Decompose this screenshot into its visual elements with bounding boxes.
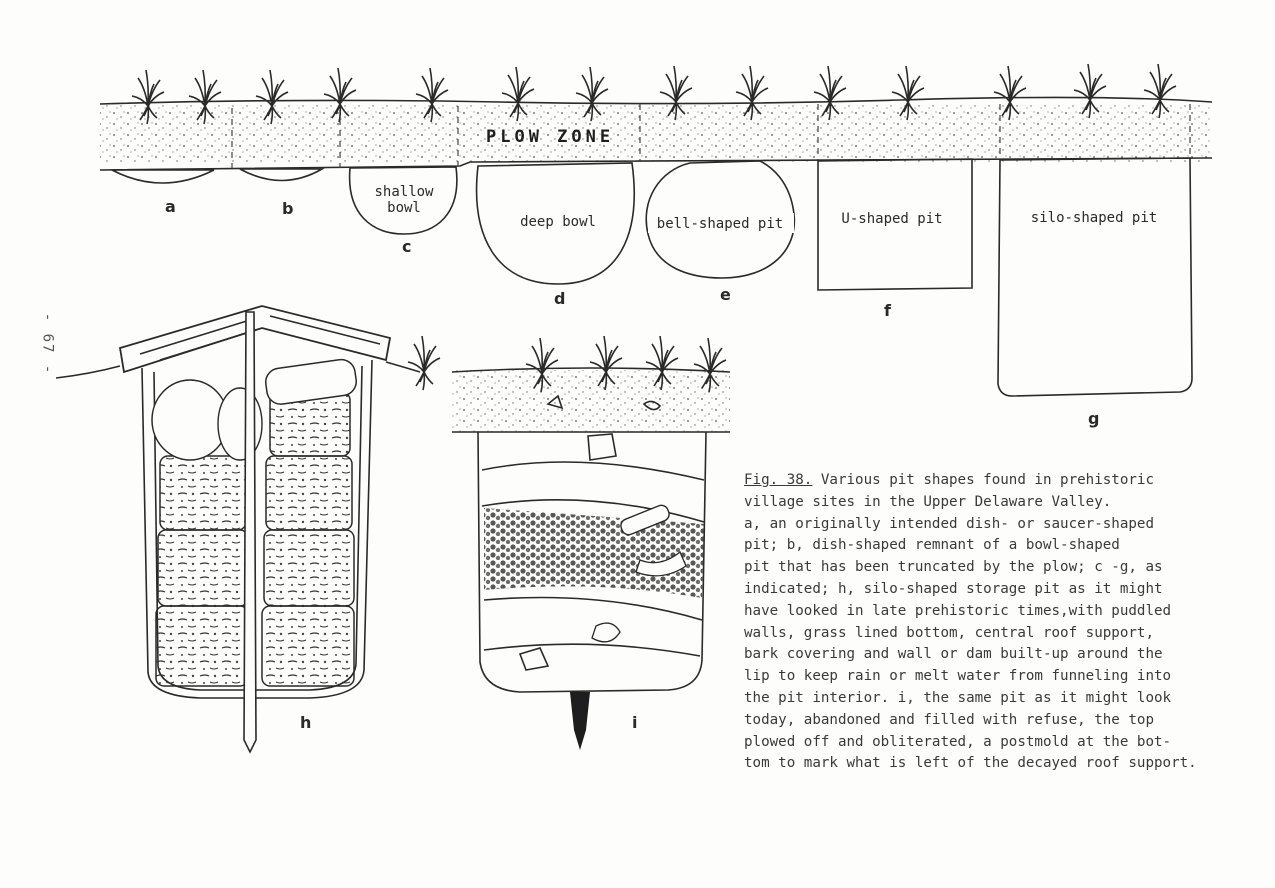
pit-g-letter: g <box>1088 409 1100 428</box>
reconstruction-i <box>452 336 730 750</box>
pit-b <box>240 169 322 218</box>
pit-e-name: bell-shaped pit <box>656 216 784 232</box>
pit-c-letter: c <box>402 237 412 256</box>
caption-line-11: the pit interior. i, the same pit as it might look <box>744 689 1172 706</box>
pit-e <box>646 161 794 304</box>
pit-c <box>350 167 457 256</box>
reconstruction-i-letter: i <box>632 713 638 732</box>
caption-line-2: village sites in the Upper Delaware Valley. <box>744 493 1112 510</box>
pit-b-letter: b <box>282 199 294 218</box>
pit-d <box>477 163 635 308</box>
caption-line-6: indicated; h, silo-shaped storage pit as it might <box>744 580 1163 597</box>
caption-line-14: tom to mark what is left of the decayed roof support. <box>744 755 1197 772</box>
figure-caption <box>744 470 1244 775</box>
reconstruction-h <box>56 306 440 752</box>
caption-line-8: walls, grass lined bottom, central roof support, <box>744 624 1154 641</box>
pit-c-name-line2: bowl <box>387 200 421 216</box>
page-number: - 67 - <box>39 312 56 376</box>
caption-line-1: Fig. 38. Various pit shapes found in prehistoric <box>744 472 1155 488</box>
fig-label: Fig. 38. <box>744 472 813 488</box>
pit-f <box>818 159 972 320</box>
pit-d-letter: d <box>554 289 566 308</box>
caption-line-7: have looked in late prehistoric times,with puddled <box>744 602 1172 619</box>
caption-line-9: bark covering and wall or dam built-up around the <box>744 646 1163 663</box>
pit-d-name: deep bowl <box>520 214 596 230</box>
pit-f-letter: f <box>884 301 891 320</box>
pit-a <box>112 170 214 216</box>
pit-a-letter: a <box>165 197 176 216</box>
plow-zone-label: PLOW ZONE <box>486 127 615 147</box>
caption-line-5: pit that has been truncated by the plow; c -g, as <box>744 559 1163 576</box>
caption-line-10: lip to keep rain or melt water from funneling into <box>744 668 1172 685</box>
pit-e-letter: e <box>720 285 731 304</box>
caption-line-13: plowed off and obliterated, a postmold at the bot- <box>744 733 1172 750</box>
reconstruction-h-letter: h <box>300 713 312 732</box>
pit-g-name: silo-shaped pit <box>1030 210 1158 226</box>
caption-line-4: pit; b, dish-shaped remnant of a bowl-shaped <box>744 537 1120 554</box>
pit-g <box>998 158 1192 428</box>
pit-f-name: U-shaped pit <box>841 211 943 227</box>
caption-line-12: today, abandoned and filled with refuse, the top <box>744 711 1154 728</box>
pit-c-name-line1: shallow <box>374 184 434 200</box>
caption-line-3: a, an originally intended dish- or saucer-shaped <box>744 515 1154 532</box>
